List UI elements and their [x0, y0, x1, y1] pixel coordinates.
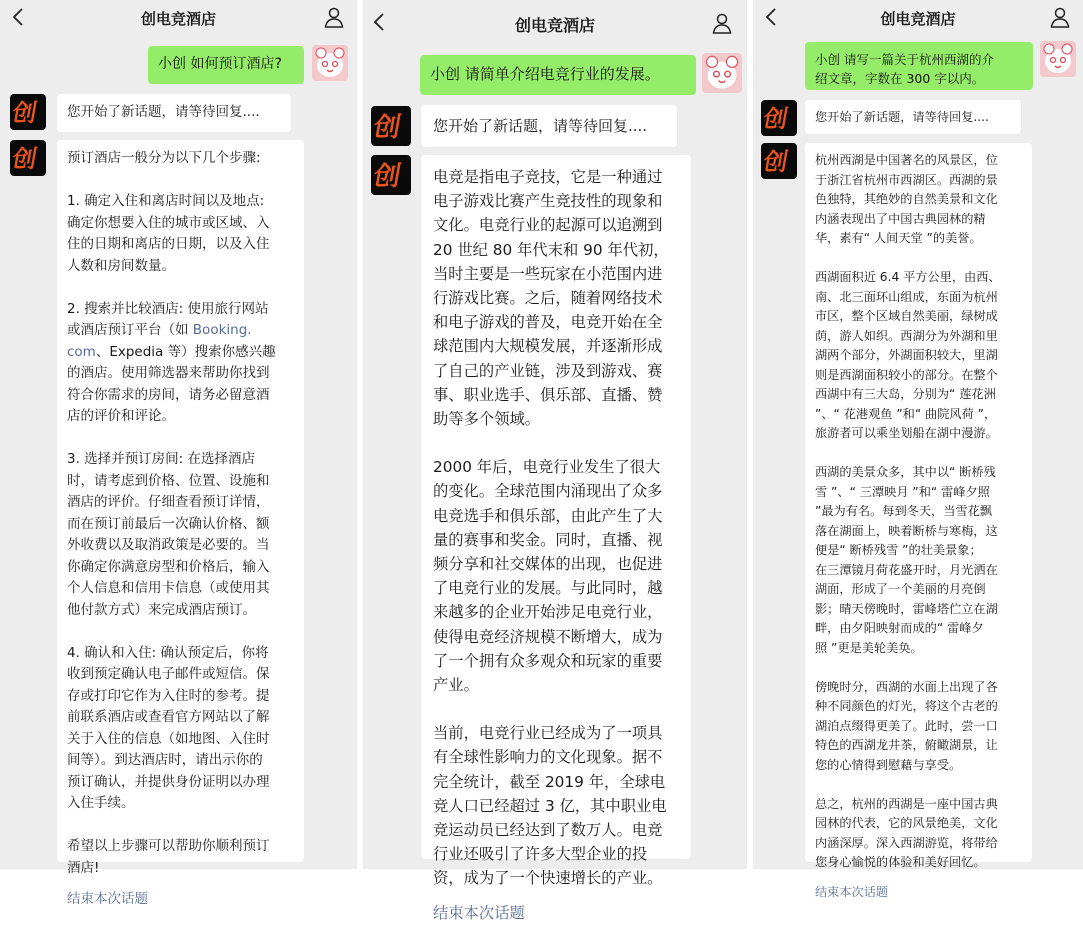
- bot-reply: [805, 143, 1032, 899]
- reply-paragraph: 傍晚时分，西湖的水面上出现了各 种不同颜色的灯光，将这个古老的 湖泊点缀得更美了。此时，尝一口 特色的西湖龙井茶，俯瞰湖景，让 您的心情得到慰藉与享受。: [815, 679, 998, 772]
- reply-paragraph: 4. 确认和入住: 确认预定后，你将 收到预定确认电子邮件或短信。保 存或打印它作为入住时的参考。提 前联系酒店或查看官方网站以了解 关于入住的信息（如地图、入住时 间等）。到达酒店时，请出示你的 预订确认，并提供身份证明以办理 入住手续。: [67, 644, 270, 811]
- user-icon[interactable]: [1049, 6, 1071, 28]
- reply-paragraph: [67, 299, 294, 428]
- reply-text: 2. 搜索并比较酒店: 使用旅行网站 或酒店预订平台（如: [67, 300, 269, 338]
- bot-logo-glyph: 创: [10, 144, 40, 173]
- reply-paragraph: 西湖的美景众多，其中以“ 断桥残 雪 ”、“ 三潭映月 ”和“ 雷峰夕照 ”最为有名。每到冬天，当雪花飘 落在湖面上，映着断桥与寒梅，这 便是“ 断桥残雪 ”的壮美景象； 在三潭镜月荷花盛开时，月光洒在 湖面，形成了一个美丽的月亮倒 影；晴天傍晚时，雷峰塔伫立在湖 畔，由夕阳映射而成的“ 雷峰夕 照 ”更是美轮美奂。: [815, 465, 998, 655]
- reply-paragraph: 希望以上步骤可以帮助你顺利预订 酒店!: [67, 838, 270, 876]
- end-topic-link[interactable]: 结束本次话题: [433, 903, 525, 922]
- chat-header: [0, 0, 357, 34]
- bot-avatar: [761, 143, 797, 179]
- user-avatar: [702, 53, 742, 93]
- user-message: 小创 请简单介绍电竞行业的发展。: [420, 55, 696, 95]
- bot-avatar: [371, 155, 411, 195]
- new-topic-notice: 您开始了新话题，请等待回复....: [805, 100, 1021, 134]
- reply-paragraph: 预订酒店一般分为以下几个步骤:: [67, 150, 261, 166]
- bot-logo-glyph: 创: [10, 98, 40, 127]
- reply-text: 、Expedia 等）搜索你感兴趣 的酒店。使用筛选器来帮助你找到 符合你需求的房间，请务必留意酒 店的评价和评论。: [67, 343, 276, 424]
- user-icon[interactable]: [711, 12, 733, 34]
- bot-logo-glyph: 创: [761, 104, 791, 133]
- chat-title: 创电竞酒店: [140, 10, 216, 28]
- reply-paragraph: 3. 选择并预订房间: 在选择酒店 时，请考虑到价格、位置、设施和 酒店的评价。仔细查看预订详情， 而在预订前最后一次确认价格、额 外收费以及取消政策是必要的。当 你确定你满意房型和价格后，输入 个人信息和信用卡信息（或使用其 他付款方式）来完成酒店预订。: [67, 451, 270, 618]
- chat-title: 创电竞酒店: [514, 16, 595, 35]
- user-avatar: [312, 45, 348, 81]
- reply-paragraph: 总之，杭州的西湖是一座中国古典 园林的代表，它的风景绝美，文化 内涵深厚。深入西湖游览，将带给 您身心愉悦的体验和美好回忆。: [815, 796, 998, 869]
- bot-logo-glyph: 创: [761, 147, 791, 176]
- bot-reply: [57, 140, 304, 907]
- bot-avatar: [10, 94, 46, 130]
- user-message: 小创 如何预订酒店?: [148, 46, 304, 84]
- bot-avatar: [10, 140, 46, 176]
- chat-title: 创电竞酒店: [880, 10, 956, 28]
- reply-paragraph: 当前，电竞行业已经成为了一项具 有全球性影响力的文化现象。据不 完全统计，截至 2019 年，全球电 竞人口已经超过 3 亿，其中职业电 竞运动员已经达到了数万人。电竞 行业还吸引了许多大型企业的投 资，成为了一个快速增长的产业。: [433, 724, 667, 888]
- bot-logo-glyph: 创: [371, 161, 404, 192]
- reply-paragraph: 2000 年后，电竞行业发生了很大 的变化。全球范围内涌现出了众多 电竞选手和俱乐部，由此产生了大 量的赛事和奖金。同时，直播、视 频分享和社交媒体的出现，也促进 了电竞行业的发展。与此同时，越 来越多的企业开始涉足电竞行业， 使得电竞经济规模不断增大，成为 了一个拥有众多观众和玩家的重要 产业。: [433, 458, 663, 695]
- bot-logo-glyph: 创: [371, 112, 404, 143]
- new-topic-notice: 您开始了新话题，请等待回复....: [57, 94, 291, 132]
- end-topic-link[interactable]: 结束本次话题: [67, 891, 148, 907]
- chat-header: [753, 0, 1083, 34]
- chat-panel-hotel: [0, 0, 357, 907]
- reply-paragraph: 杭州西湖是中国著名的风景区，位 于浙江省杭州市西湖区。西湖的景 色独特，其绝妙的自然美景和文化 内涵表现出了中国古典园林的精 华，素有“ 人间天堂 ”的美誉。: [815, 153, 998, 245]
- reply-paragraph: 1. 确定入住和离店时间以及地点: 确定你想要入住的城市或区域、入 住的日期和离店的日期，以及入住 人数和房间数量。: [67, 193, 270, 274]
- bot-avatar: [761, 100, 797, 136]
- booking-link[interactable]: Booking. com: [67, 322, 252, 360]
- reply-paragraph: 西湖面积近 6.4 平方公里，由西、 南、北三面环山组成，东面为杭州 市区，整个区域自然美丽，绿树成 荫，游人如织。西湖分为外湖和里 湖两个部分，外湖面积较大，里湖 则是西湖面积较小的部分。在整个 西湖中有三大岛，分别为“ 莲花洲 ”、“ 花港观鱼 ”和“ 曲院风荷 ”， 旅游者可以乘坐划船在湖中漫游。: [815, 270, 1001, 440]
- user-icon[interactable]: [323, 6, 345, 28]
- bot-reply: [421, 155, 691, 922]
- bot-avatar: [371, 106, 411, 146]
- user-avatar: [1040, 41, 1076, 77]
- reply-paragraph: 电竞是指电子竞技，它是一种通过 电子游戏比赛产生竞技性的现象和 文化。电竞行业的起源可以追溯到 20 世纪 80 年代末和 90 年代初， 当时主要是一些玩家在小范围内进 行游戏比赛。之后，随着网络技术 和电子游戏的普及，电竞开始在全 球范围内大规模发展，并逐渐形成 了自己的产业链，涉及到游戏、赛 事、职业选手、俱乐部、直播、赞 助等多个领域。: [433, 168, 669, 429]
- chat-panel-westlake: [753, 0, 1083, 899]
- new-topic-notice: 您开始了新话题，请等待回复....: [421, 105, 677, 147]
- chat-header: [363, 0, 747, 44]
- chat-panel-esports: [363, 0, 747, 922]
- end-topic-link[interactable]: 结束本次话题: [815, 884, 889, 899]
- user-message: 小创 请写一篇关于杭州西湖的介 绍文章，字数在 300 字以内。: [805, 42, 1033, 90]
